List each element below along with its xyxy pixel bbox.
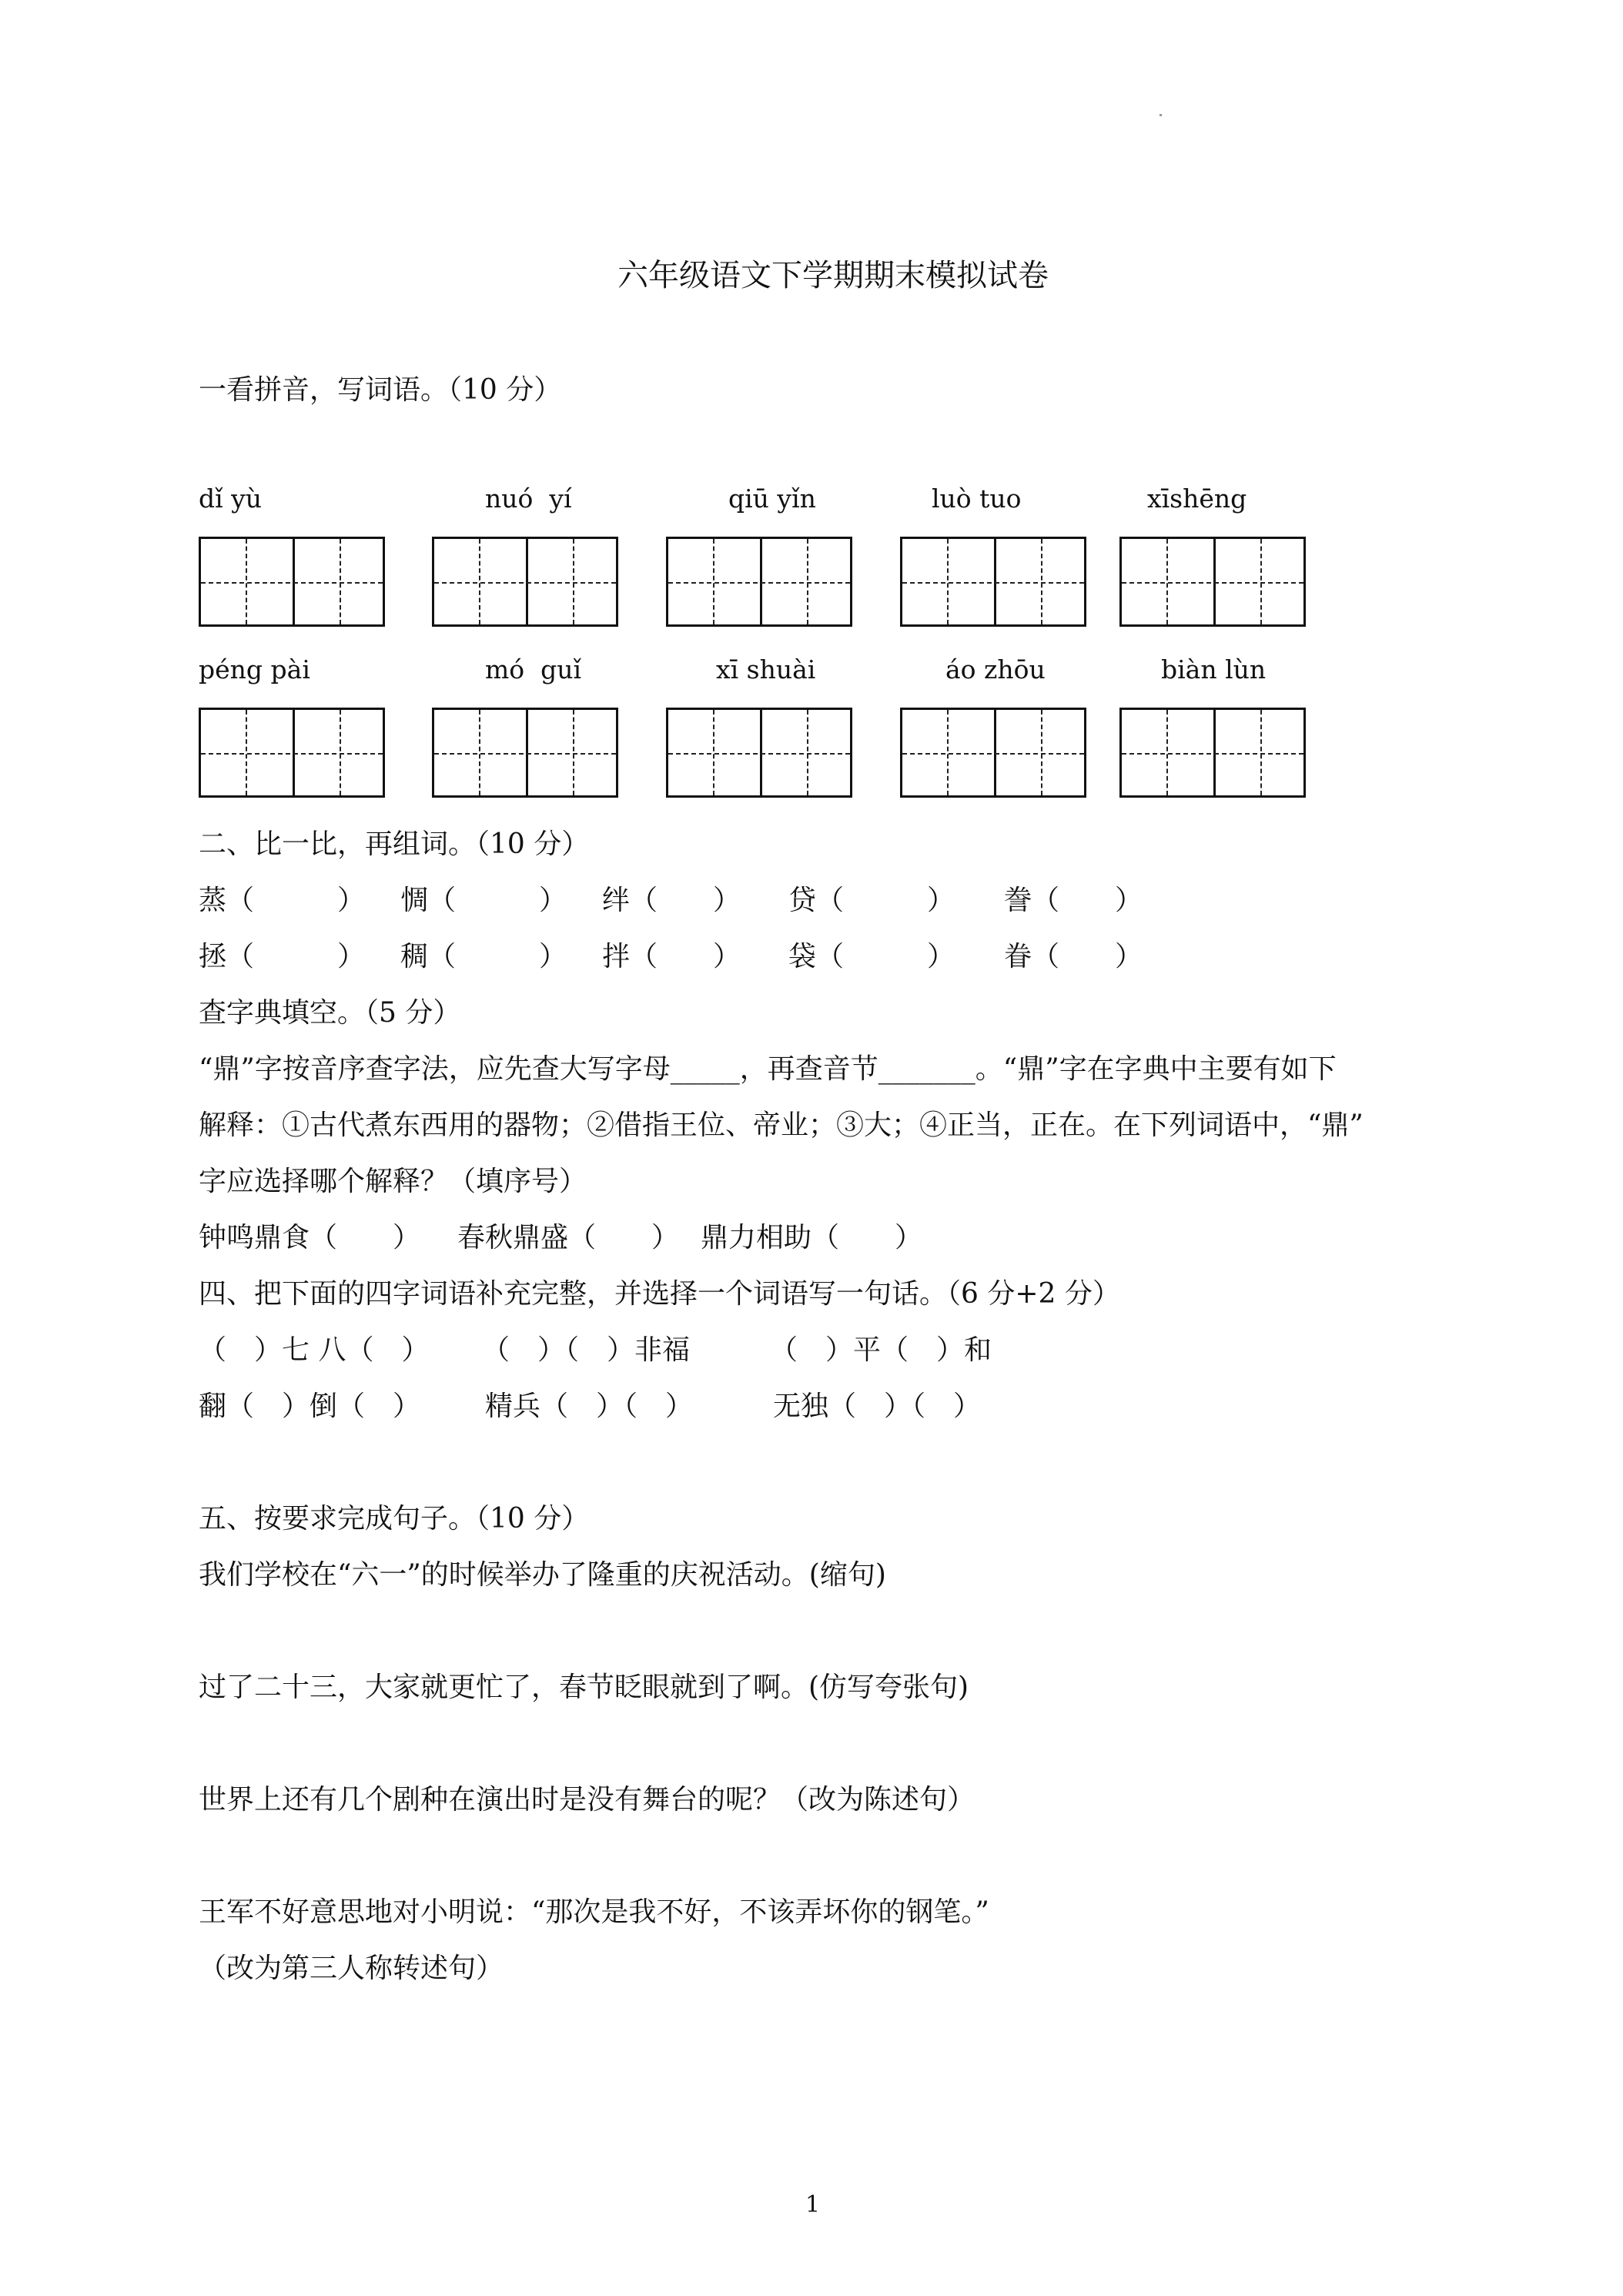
pinyin-10: biàn lùn [1161,654,1267,684]
pinyin-9: áo zhōu [945,654,1046,684]
writing-grid[interactable] [900,537,1086,627]
four-char-item: 无独（ ）（ ） [773,1391,982,1422]
idiom-item: 钟鸣鼎食（ ） [199,1222,421,1253]
compare-item: 绊（ ） [602,885,741,916]
sentence-question: 我们学校在“六一”的时候举办了隆重的庆祝活动。(缩句) [199,1559,886,1591]
section5-heading: 五、按要求完成句子。（10 分） [199,1503,590,1535]
four-char-item: （ ）（ ）非福 [482,1334,691,1366]
writing-grid[interactable] [666,708,852,798]
page-title: 六年级语文下学期期末模拟试卷 [617,258,1049,293]
compare-item: 拯（ ） [199,941,366,972]
pinyin-7: mó guǐ [485,654,582,684]
compare-item: 蒸（ ） [199,885,366,916]
four-char-item: 翻（ ）倒（ ） [199,1391,421,1422]
compare-item: 眷（ ） [1004,941,1143,972]
writing-grid[interactable] [1119,537,1306,627]
dictionary-paragraph: 解释：①古代煮东西用的器物；②借指王位、帝业；③大；④正当，正在。在下列词语中，“鼎” [199,1110,1364,1141]
pinyin-4: luò tuo [932,484,1022,514]
pinyin-1: dǐ yù [199,484,263,514]
four-char-item: 精兵（ ）（ ） [485,1391,694,1422]
pinyin-3: qiū yǐn [728,484,816,514]
writing-grid[interactable] [1119,708,1306,798]
sentence-question: 过了二十三，大家就更忙了，春节眨眼就到了啊。(仿写夸张句) [199,1672,969,1703]
dictionary-paragraph: “鼎”字按音序查字法，应先查大写字母_____，再查音节_______。“鼎”字在字典中主要有如下 [199,1053,1337,1085]
compare-item: 惆（ ） [400,885,567,916]
sentence-question: 世界上还有几个剧种在演出时是没有舞台的呢？（改为陈述句） [199,1784,975,1816]
section2-heading: 二、比一比，再组词。（10 分） [199,828,590,860]
pinyin-2: nuó yí [485,484,572,514]
pinyin-8: xī shuài [716,654,816,684]
dictionary-paragraph: 字应选择哪个解释？（填序号） [199,1166,587,1197]
compare-item: 贷（ ） [788,885,955,916]
idiom-item: 鼎力相助（ ） [701,1222,923,1253]
pinyin-5: xīshēng [1147,484,1247,514]
sentence-question: 王军不好意思地对小明说：“那次是我不好，不该弄坏你的钢笔。” [199,1896,989,1928]
four-char-item: （ ）七 八（ ） [199,1334,430,1366]
pinyin-6: péng pài [199,654,310,684]
writing-grid[interactable] [432,708,618,798]
scan-dot [1160,114,1162,116]
writing-grid[interactable] [666,537,852,627]
page-number: 1 [805,2191,821,2218]
section3-heading: 查字典填空。（5 分） [199,997,461,1029]
writing-grid[interactable] [900,708,1086,798]
compare-item: 誊（ ） [1004,885,1143,916]
four-char-item: （ ）平（ ）和 [770,1334,992,1366]
writing-grid[interactable] [432,537,618,627]
compare-item: 拌（ ） [602,941,741,972]
section4-heading: 四、把下面的四字词语补充完整，并选择一个词语写一句话。（6 分+2 分） [199,1278,1120,1310]
section1-heading: 一看拼音，写词语。（10 分） [199,374,562,406]
compare-item: 稠（ ） [400,941,567,972]
compare-item: 袋（ ） [788,941,955,972]
writing-grid[interactable] [199,708,385,798]
idiom-item: 春秋鼎盛（ ） [457,1222,680,1253]
writing-grid[interactable] [199,537,385,627]
sentence-question-note: （改为第三人称转述句） [199,1953,504,1984]
